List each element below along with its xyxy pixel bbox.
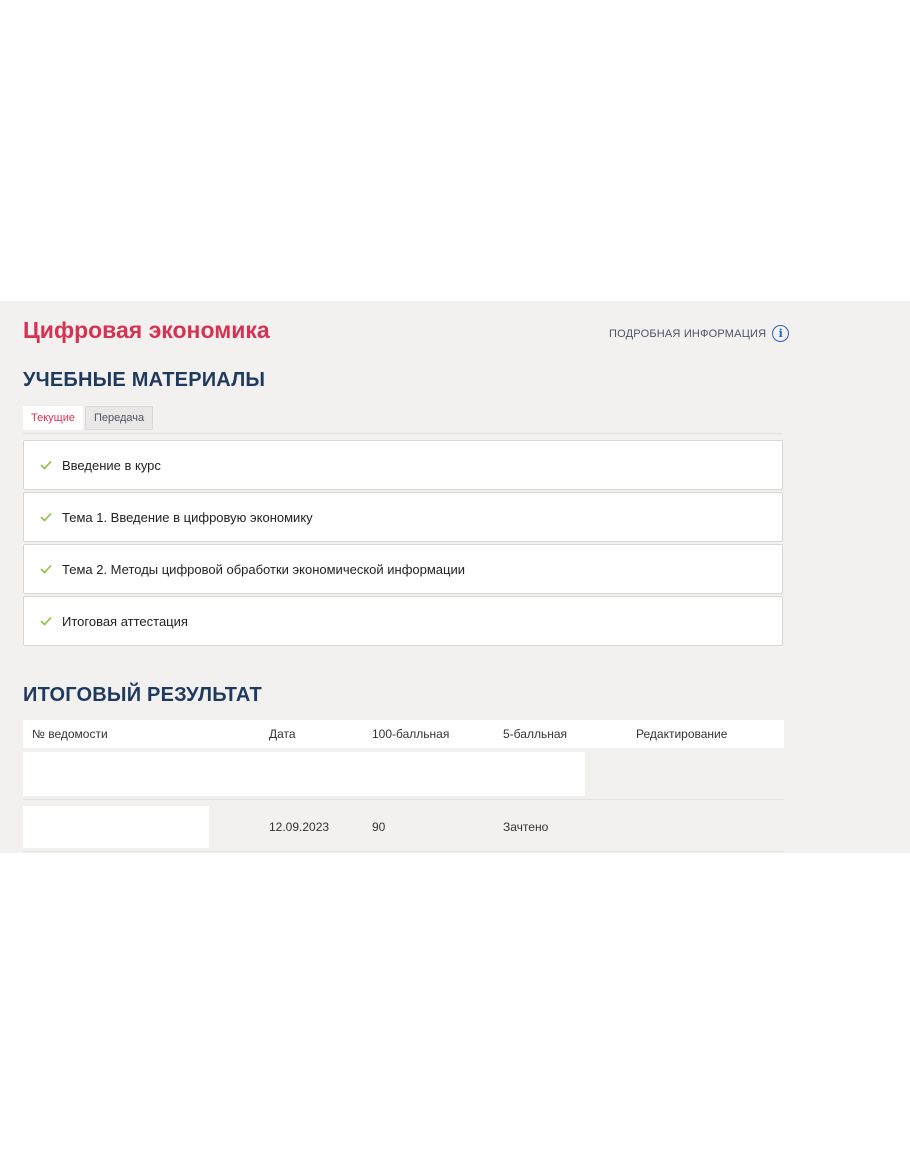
course-page	[0, 301, 910, 853]
check-icon	[40, 615, 52, 627]
result-heading: ИТОГОВЫЙ РЕЗУЛЬТАТ	[23, 684, 262, 706]
materials-heading: УЧЕБНЫЕ МАТЕРИАЛЫ	[23, 369, 266, 391]
column-header-date: Дата	[269, 727, 296, 741]
redacted-cell	[23, 752, 585, 796]
tab-current[interactable]: Текущие	[23, 406, 83, 430]
tabs-divider	[23, 433, 783, 434]
materials-tabs	[23, 406, 153, 430]
materials-list	[23, 440, 783, 648]
table-header	[23, 720, 784, 748]
column-header-score-100: 100-балльная	[372, 727, 450, 741]
column-header-score-5: 5-балльная	[503, 727, 567, 741]
material-label: Тема 2. Методы цифровой обработки экономической информации	[62, 561, 465, 577]
table-row	[23, 748, 784, 800]
material-item-topic-2[interactable]	[23, 544, 783, 594]
info-circle-icon: i	[772, 325, 789, 342]
material-label: Тема 1. Введение в цифровую экономику	[62, 509, 313, 525]
details-link-label: ПОДРОБНАЯ ИНФОРМАЦИЯ	[609, 327, 767, 340]
course-title: Цифровая экономика	[23, 317, 270, 343]
material-label: Итоговая аттестация	[62, 613, 188, 629]
column-header-edit: Редактирование	[636, 727, 728, 741]
check-icon	[40, 563, 52, 575]
cell-score-5: Зачтено	[503, 820, 549, 834]
cell-date: 12.09.2023	[269, 820, 330, 834]
cell-score-100: 90	[372, 820, 386, 834]
details-link[interactable]	[609, 325, 789, 342]
check-icon	[40, 511, 52, 523]
redacted-cell	[23, 806, 209, 848]
material-item-final-attestation[interactable]	[23, 596, 783, 646]
check-icon	[40, 459, 52, 471]
table-row	[23, 800, 784, 852]
material-label: Введение в курс	[62, 457, 161, 473]
results-table	[23, 720, 784, 852]
material-item-topic-1[interactable]	[23, 492, 783, 542]
tab-retake[interactable]: Передача	[85, 406, 153, 430]
material-item-intro[interactable]	[23, 440, 783, 490]
column-header-statement: № ведомости	[32, 727, 108, 741]
